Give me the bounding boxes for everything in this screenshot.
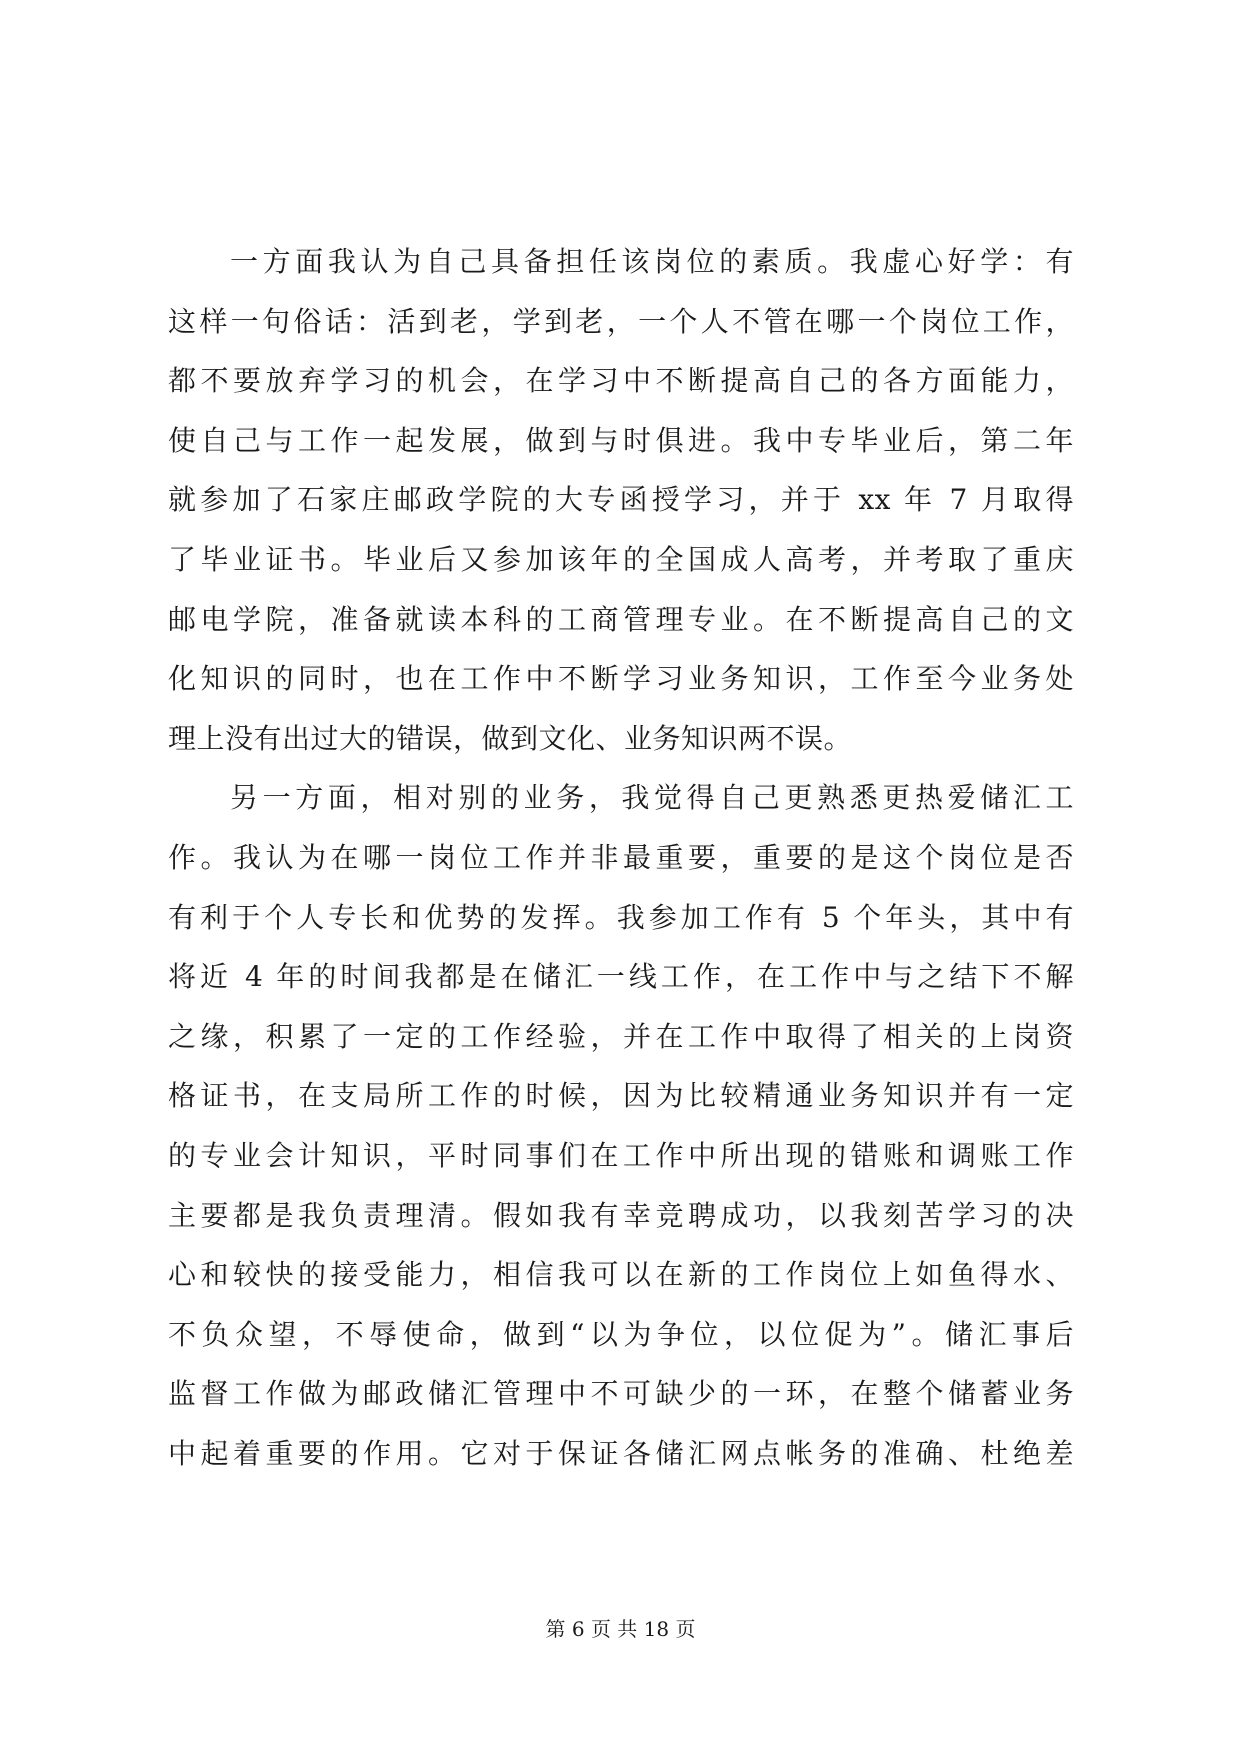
text-line: 主要都是我负责理清。假如我有幸竞聘成功，以我刻苦学习的决: [168, 1198, 1074, 1232]
text-line: 邮电学院，准备就读本科的工商管理专业。在不断提高自己的文: [168, 602, 1074, 636]
text-line: 都不要放弃学习的机会，在学习中不断提高自己的各方面能力，: [168, 364, 1074, 398]
body-text: [168, 232, 1074, 1483]
text-line: 将近 4 年的时间我都是在储汇一线工作，在工作中与之结下不解: [168, 960, 1074, 994]
text-line: 监督工作做为邮政储汇管理中不可缺少的一环，在整个储蓄业务: [168, 1377, 1074, 1411]
text-line: 一方面我认为自己具备担任该岗位的素质。我虚心好学：有: [230, 245, 1074, 278]
text-line: 作。我认为在哪一岗位工作并非最重要，重要的是这个岗位是否: [168, 840, 1074, 874]
text-line: 化知识的同时，也在工作中不断学习业务知识，工作至今业务处: [168, 662, 1074, 696]
text-line: 心和较快的接受能力，相信我可以在新的工作岗位上如鱼得水、: [168, 1258, 1074, 1292]
paragraph-1: [168, 232, 1074, 768]
text-line: 的专业会计知识，平时同事们在工作中所出现的错账和调账工作: [168, 1138, 1074, 1172]
paragraph-2: [168, 768, 1074, 1483]
text-line: 使自己与工作一起发展，做到与时俱进。我中专毕业后，第二年: [168, 423, 1074, 457]
text-line: 之缘，积累了一定的工作经验，并在工作中取得了相关的上岗资: [168, 1019, 1074, 1053]
text-line: 就参加了石家庄邮政学院的大专函授学习，并于 xx 年 7 月取得: [168, 483, 1074, 517]
text-line: 格证书，在支局所工作的时候，因为比较精通业务知识并有一定: [168, 1079, 1074, 1113]
page-footer: 第 6 页 共 18 页: [545, 1617, 696, 1641]
text-line: 另一方面，相对别的业务，我觉得自己更熟悉更热爱储汇工: [230, 781, 1074, 815]
text-line: 有利于个人专长和优势的发挥。我参加工作有 5 个年头，其中有: [168, 900, 1074, 934]
text-line: 中起着重要的作用。它对于保证各储汇网点帐务的准确、杜绝差: [168, 1436, 1074, 1470]
text-line: 理上没有出过大的错误，做到文化、业务知识两不误。: [168, 721, 853, 755]
text-line: 这样一句俗话：活到老，学到老，一个人不管在哪一个岗位工作，: [168, 304, 1074, 338]
text-line: 了毕业证书。毕业后又参加该年的全国成人高考，并考取了重庆: [168, 542, 1074, 576]
text-line: 不负众望，不辱使命，做到“以为争位，以位促为”。储汇事后: [168, 1317, 1074, 1351]
